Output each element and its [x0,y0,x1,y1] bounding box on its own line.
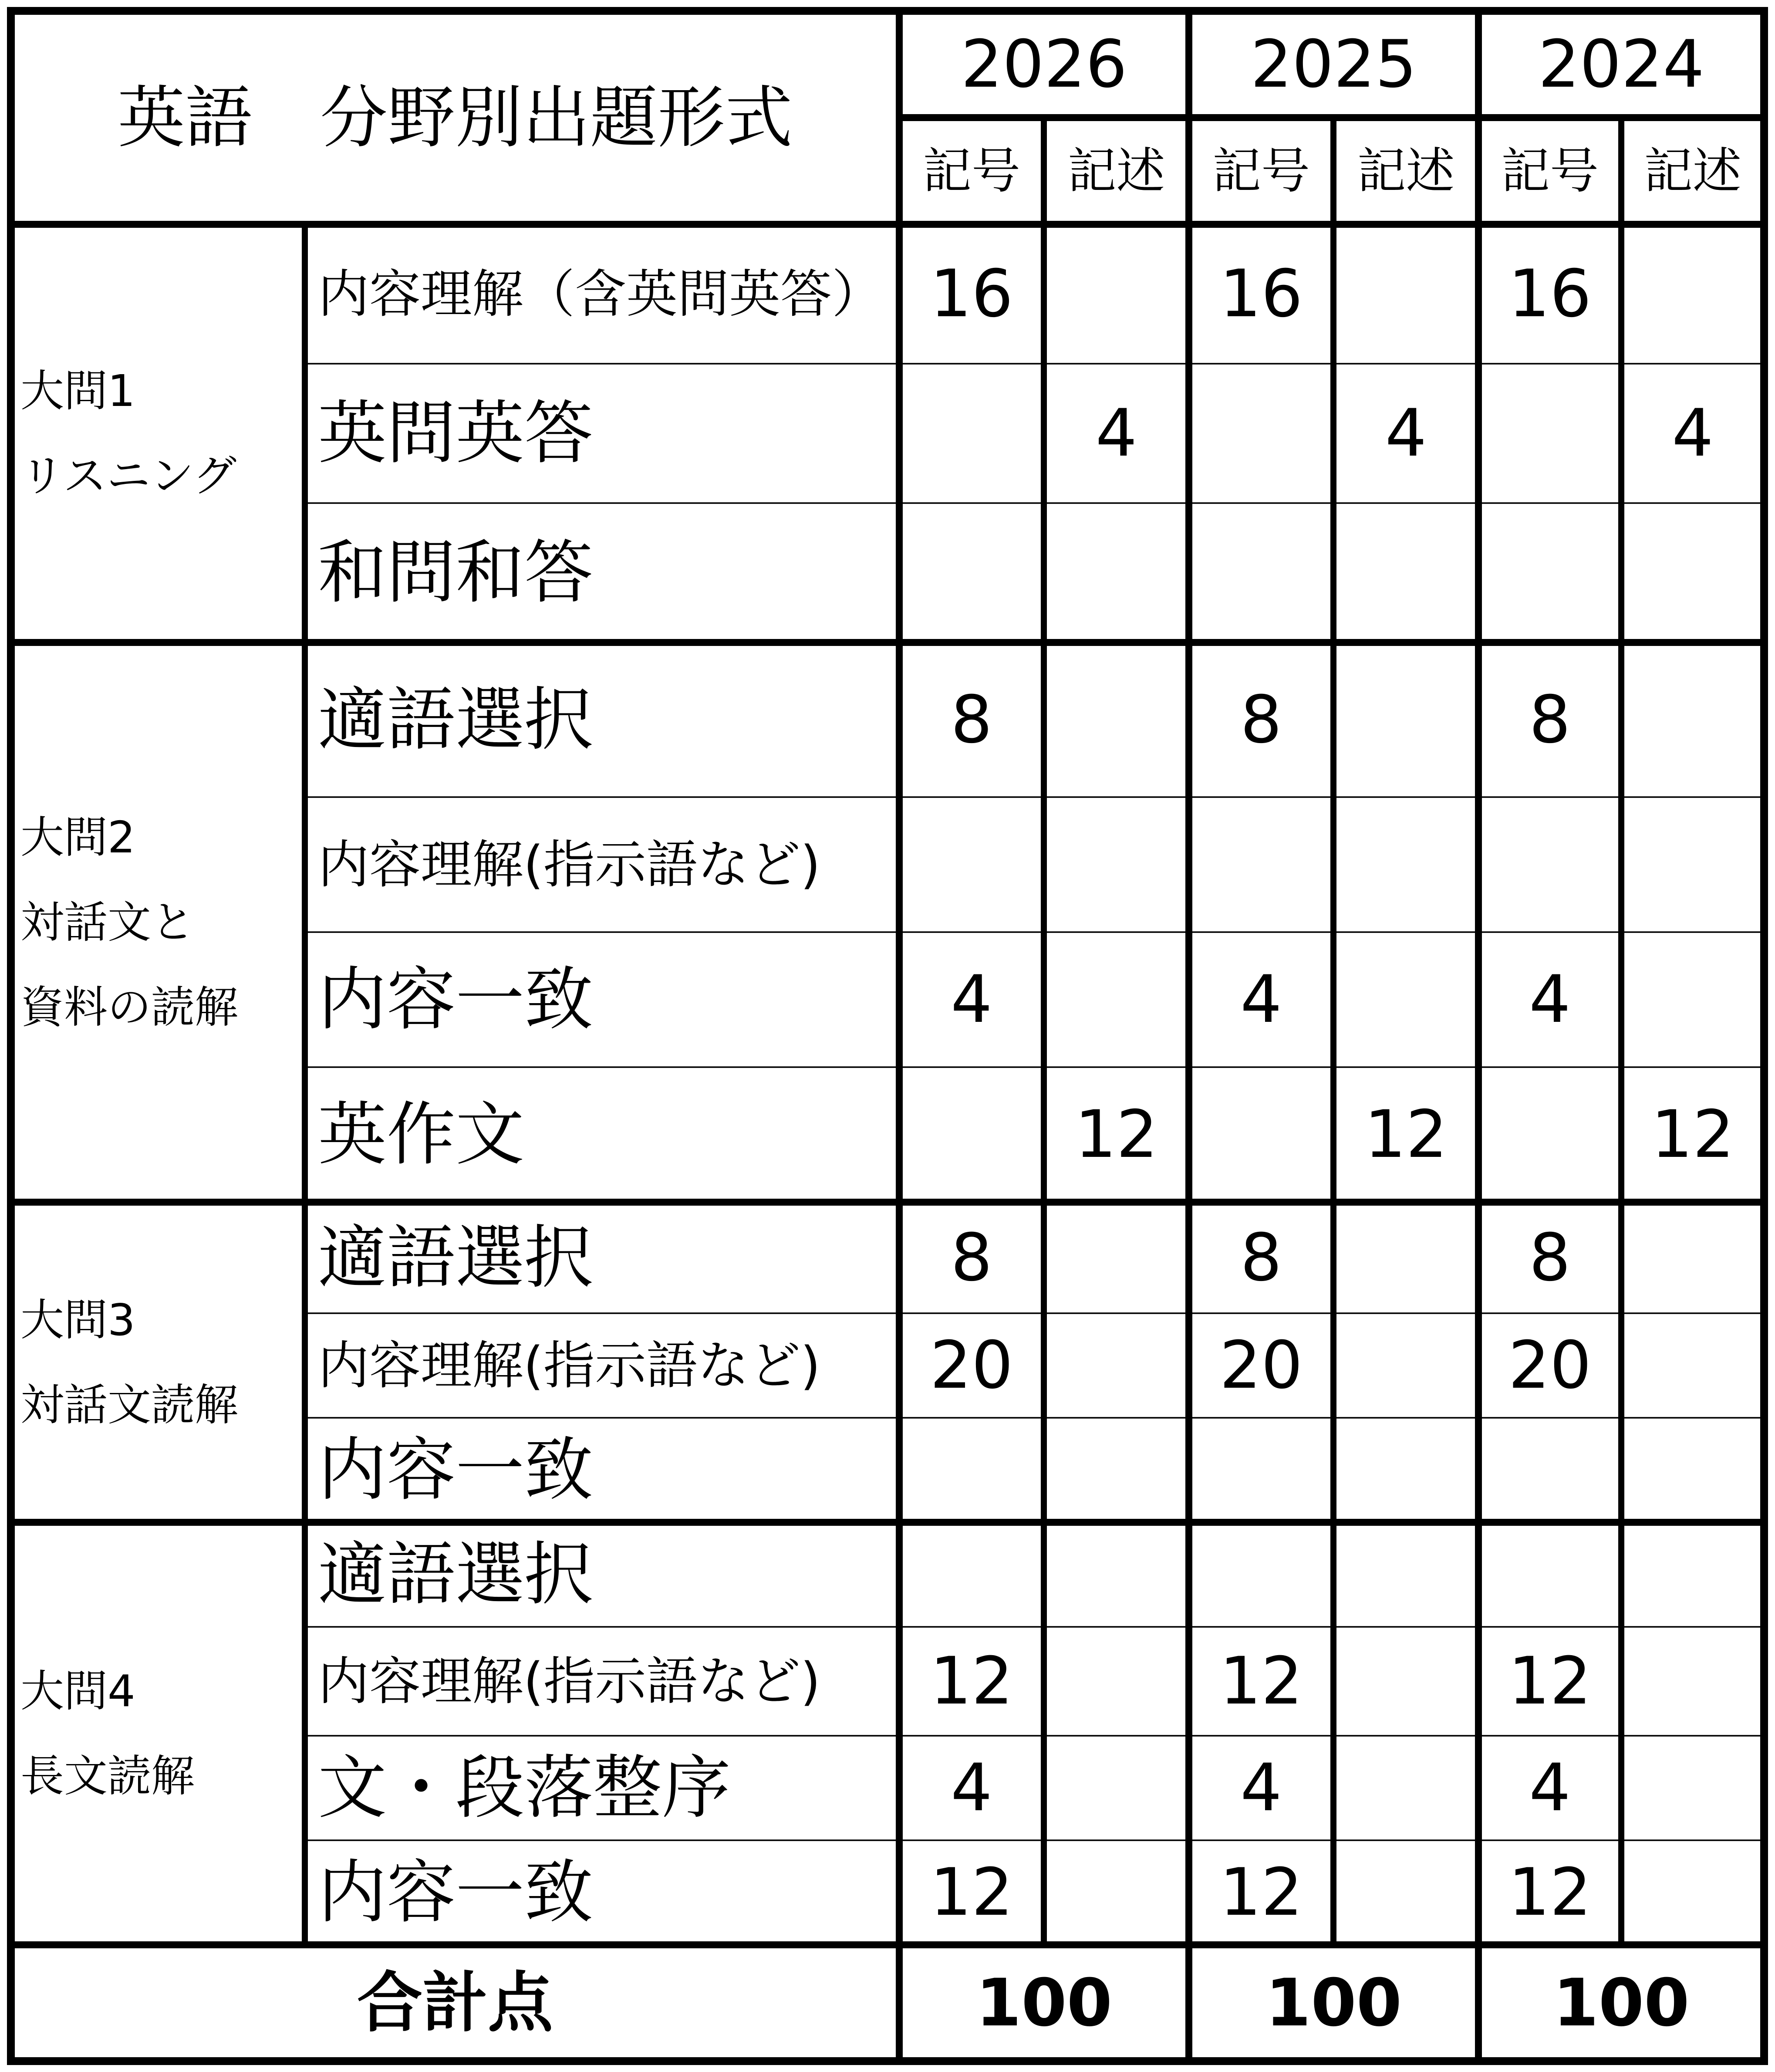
kigou-value: 12 [1508,1855,1592,1930]
kijutsu-value [1044,224,1189,364]
kigou-value: 4 [1529,962,1571,1038]
kigou-value [1478,503,1621,642]
category-label: 和問和答 [318,533,593,613]
kigou-value: 8 [1240,682,1282,758]
kigou-value: 16 [1508,256,1592,332]
kigou-value: 12 [930,1643,1013,1719]
kijutsu-value [1044,1522,1189,1627]
category-label: 内容理解(指示語など) [318,835,821,895]
kijutsu-value [1333,1313,1478,1418]
kijutsu-value [1333,1736,1478,1840]
kijutsu-value [1333,1840,1478,1945]
kigou-value [899,1522,1044,1627]
kigou-value [1189,364,1333,503]
subheader-kijutsu: 記述 [1357,142,1455,199]
kigou-value: 20 [1508,1328,1592,1403]
kijutsu-value: 4 [1095,395,1137,471]
category-label: 内容理解(指示語など) [318,1651,821,1711]
total-value: 100 [1265,1965,1402,2041]
kigou-value: 12 [1508,1643,1592,1719]
kijutsu-value [1621,932,1764,1067]
subheader-kijutsu: 記述 [1067,142,1165,199]
year-header: 2026 [961,26,1127,102]
kijutsu-value [1333,224,1478,364]
kigou-value: 12 [1219,1855,1303,1930]
kijutsu-value [1044,1840,1189,1945]
kijutsu-value [1044,642,1189,797]
category-label: 適語選択 [318,1217,593,1298]
kigou-value [1478,364,1621,503]
kijutsu-value [1621,1840,1764,1945]
category-label: 内容一致 [318,1430,593,1510]
kijutsu-value [1621,1313,1764,1418]
section-label [11,1522,305,1945]
section-label-line: 大問1 [20,365,135,416]
category-label: 内容理解（含英問英答） [318,264,884,324]
kijutsu-value [1044,797,1189,932]
kijutsu-value [1044,1313,1189,1418]
kijutsu-value [1621,1736,1764,1840]
kigou-value [1189,1418,1333,1522]
kijutsu-value [1044,503,1189,642]
kigou-value: 16 [930,256,1013,332]
kigou-value [1478,1418,1621,1522]
kigou-value: 8 [1529,682,1571,758]
kijutsu-value: 4 [1385,395,1427,471]
kigou-value: 4 [1529,1750,1571,1826]
kijutsu-value [1621,1522,1764,1627]
subheader-kigou: 記号 [1501,142,1599,199]
category-label: 適語選択 [318,679,593,760]
section-label-line: 資料の読解 [20,982,238,1033]
year-header: 2025 [1250,26,1417,102]
category-label: 英作文 [318,1095,524,1175]
section-label [11,1202,305,1522]
kigou-value [1189,503,1333,642]
total-label: 合計点 [357,1965,553,2041]
kijutsu-value [1621,1418,1764,1522]
kigou-value: 8 [1240,1220,1282,1296]
kijutsu-value [1621,1202,1764,1313]
kigou-value: 12 [1219,1643,1303,1719]
kijutsu-value [1333,1202,1478,1313]
section-label-line: 大問3 [20,1294,135,1345]
kijutsu-value: 12 [1651,1097,1735,1173]
kijutsu-value [1333,503,1478,642]
kigou-value: 8 [951,1220,992,1296]
kijutsu-value [1333,1627,1478,1736]
kijutsu-value [1621,797,1764,932]
total-value: 100 [975,1965,1113,2041]
category-label: 適語選択 [318,1535,593,1615]
kijutsu-value: 12 [1364,1097,1448,1173]
section-label-line: 対話文読解 [20,1379,238,1430]
kigou-value: 16 [1219,256,1303,332]
subheader-kigou: 記号 [1212,142,1310,199]
category-label: 英問英答 [318,393,593,473]
kigou-value: 20 [1219,1328,1303,1403]
kijutsu-value [1621,1627,1764,1736]
category-label: 文・段落整序 [318,1748,731,1828]
kigou-value: 4 [951,1750,992,1826]
kigou-value [1478,1522,1621,1627]
kigou-value [1189,797,1333,932]
kijutsu-value [1044,1736,1189,1840]
kigou-value: 8 [951,682,992,758]
kijutsu-value [1044,1202,1189,1313]
kigou-value [899,797,1044,932]
section-label-line: リスニング [20,450,236,501]
kijutsu-value: 4 [1672,395,1714,471]
kigou-value [899,1418,1044,1522]
kigou-value [1189,1522,1333,1627]
section-label-line: 対話文と [20,897,195,948]
section-label [11,224,305,642]
kijutsu-value [1044,932,1189,1067]
kigou-value: 8 [1529,1220,1571,1296]
kijutsu-value [1333,642,1478,797]
section-label [11,642,305,1202]
kijutsu-value [1044,1418,1189,1522]
kigou-value: 4 [1240,962,1282,1038]
kijutsu-value [1333,932,1478,1067]
kijutsu-value [1621,503,1764,642]
kigou-value [1478,797,1621,932]
subheader-kigou: 記号 [923,142,1020,199]
kigou-value [899,364,1044,503]
kigou-value: 20 [930,1328,1013,1403]
kigou-value [1478,1067,1621,1202]
section-label-line: 大問4 [20,1666,135,1717]
category-label: 内容理解(指示語など) [318,1335,821,1396]
section-label-line: 長文読解 [20,1751,195,1802]
subheader-kijutsu: 記述 [1644,142,1741,199]
kijutsu-value: 12 [1075,1097,1158,1173]
kijutsu-value [1333,1418,1478,1522]
kigou-value: 4 [951,962,992,1038]
kigou-value [899,503,1044,642]
kigou-value [1189,1067,1333,1202]
kijutsu-value [1621,224,1764,364]
kijutsu-value [1044,1627,1189,1736]
kijutsu-value [1333,797,1478,932]
table-title: 英語 分野別出題形式 [118,78,793,157]
total-value: 100 [1553,1965,1690,2041]
kijutsu-value [1621,642,1764,797]
kijutsu-value [1333,1522,1478,1627]
kigou-value: 4 [1240,1750,1282,1826]
section-label-line: 大問2 [20,812,135,863]
year-header: 2024 [1538,26,1704,102]
category-label: 内容一致 [318,960,593,1040]
kigou-value [899,1067,1044,1202]
kigou-value: 12 [930,1855,1013,1930]
category-label: 内容一致 [318,1852,593,1933]
